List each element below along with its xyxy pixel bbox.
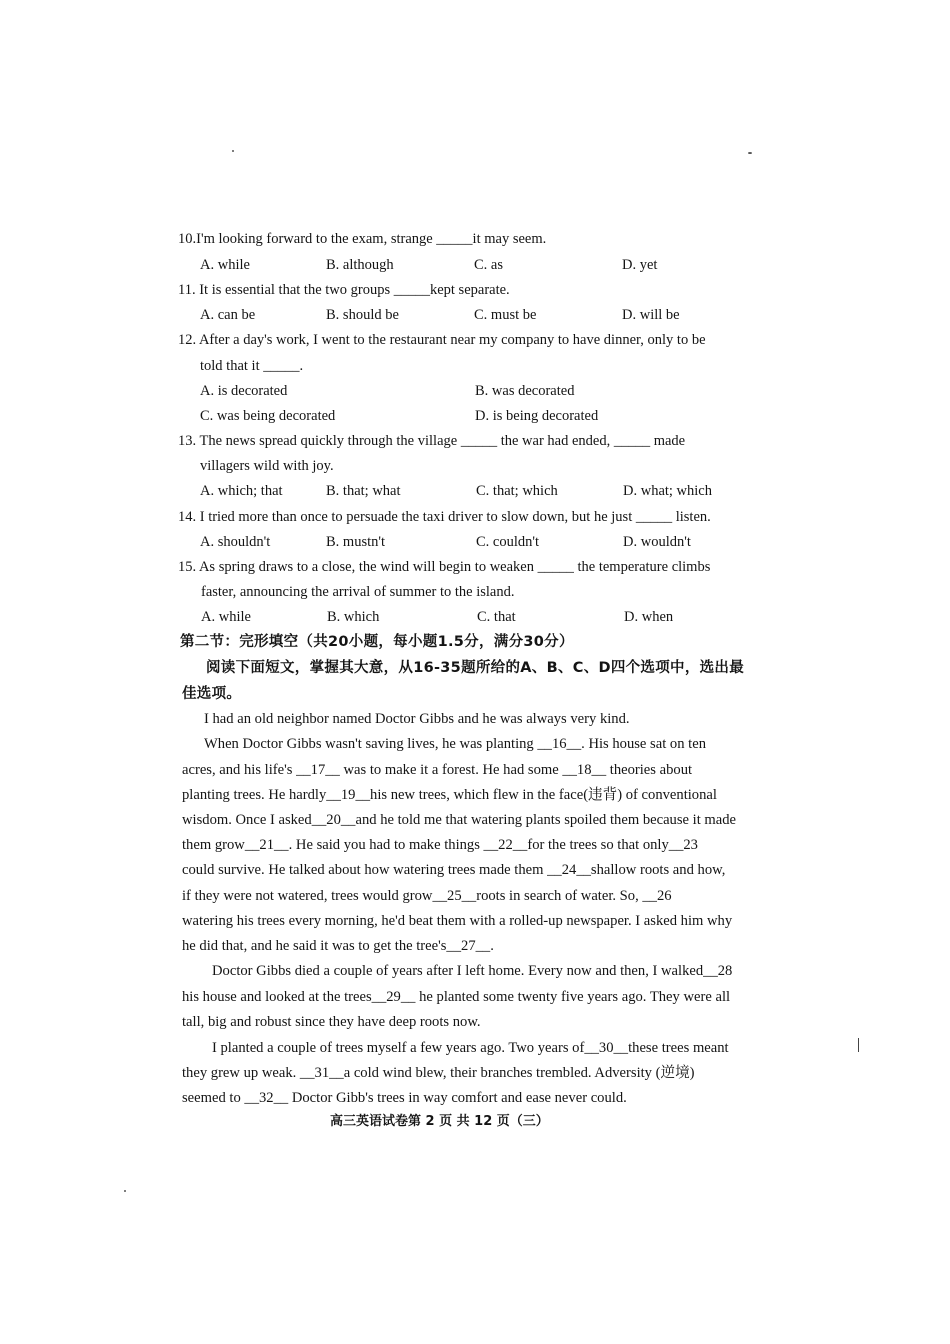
option-d: D. is being decorated [475, 408, 599, 424]
option-a: A. is decorated [200, 383, 288, 399]
option-a: A. while [200, 257, 250, 273]
passage-line: his house and looked at the trees__29__ he planted some twenty five years ago. They were all [182, 989, 731, 1005]
passage-line: planting trees. He hardly__19__his new trees, which flew in the face(违背) of conventional [182, 787, 717, 803]
question-15-stem-cont: faster, announcing the arrival of summer to the island. [201, 584, 515, 600]
option-a: A. shouldn't [200, 534, 271, 550]
passage-line: When Doctor Gibbs wasn't saving lives, he was planting __16__. His house sat on ten [204, 736, 706, 752]
passage-line: I had an old neighbor named Doctor Gibbs and he was always very kind. [204, 711, 630, 727]
option-a: A. can be [200, 307, 256, 323]
option-b: B. mustn't [326, 534, 386, 550]
option-c: C. that [477, 609, 516, 625]
option-d: D. what; which [623, 483, 712, 499]
scan-speck [232, 150, 234, 152]
passage-line: wisdom. Once I asked__20__and he told me that watering plants spoiled them because it made [182, 812, 737, 828]
option-a: A. which; that [200, 483, 283, 499]
option-c: C. was being decorated [200, 408, 336, 424]
scan-mark [858, 1038, 859, 1052]
scan-speck [124, 1190, 126, 1192]
passage-line: he did that, and he said it was to get the tree's__27__. [182, 938, 494, 954]
passage-line: watering his trees every morning, he'd beat them with a rolled-up newspaper. I asked him why [182, 913, 733, 929]
option-c: C. couldn't [476, 534, 540, 550]
option-b: B. that; what [326, 483, 401, 499]
option-c: C. as [474, 257, 503, 273]
option-d: D. when [624, 609, 674, 625]
passage-line: Doctor Gibbs died a couple of years after I left home. Every now and then, I walked__28 [212, 963, 733, 979]
passage-line: could survive. He talked about how watering trees made them __24__shallow roots and how, [182, 862, 726, 878]
scan-speck [748, 152, 752, 154]
passage-line: they grew up weak. __31__a cold wind blew, their branches trembled. Adversity (逆境) [182, 1065, 695, 1081]
passage-line: seemed to __32__ Doctor Gibb's trees in way comfort and ease never could. [182, 1090, 627, 1106]
question-15-stem: 15. As spring draws to a close, the wind will begin to weaken _____ the temperature climbs [178, 559, 711, 575]
question-12-stem: 12. After a day's work, I went to the restaurant near my company to have dinner, only to be [178, 332, 706, 348]
option-c: C. that; which [476, 483, 558, 499]
section-instruction: 阅读下面短文，掌握其大意，从16-35题所给的A、B、C、D四个选项中，选出最 [206, 660, 745, 676]
option-b: B. should be [326, 307, 399, 323]
option-b: B. although [326, 257, 394, 273]
passage-line: tall, big and robust since they have deep roots now. [182, 1014, 481, 1030]
question-13-stem-cont: villagers wild with joy. [200, 458, 334, 474]
section-instruction-cont: 佳选项。 [182, 686, 242, 702]
section-heading: 第二节：完形填空（共20小题，每小题1.5分，满分30分） [180, 634, 574, 650]
option-d: D. will be [622, 307, 680, 323]
passage-line: them grow__21__. He said you had to make things __22__for the trees so that only__23 [182, 837, 698, 853]
passage-line: if they were not watered, trees would grow__25__roots in search of water. So, __26 [182, 888, 672, 904]
passage-line: I planted a couple of trees myself a few years ago. Two years of__30__these trees meant [212, 1040, 729, 1056]
option-d: D. yet [622, 257, 658, 273]
question-14-stem: 14. I tried more than once to persuade the taxi driver to slow down, but he just _____ listen. [178, 509, 711, 525]
question-12-stem-cont: told that it _____. [200, 358, 304, 374]
option-c: C. must be [474, 307, 537, 323]
option-a: A. while [201, 609, 251, 625]
page-footer: 高三英语试卷第 2 页 共 12 页（三） [330, 1114, 549, 1129]
passage-line: acres, and his life's __17__ was to make it a forest. He had some __18__ theories about [182, 762, 693, 778]
question-11-stem: 11. It is essential that the two groups _____kept separate. [178, 282, 510, 298]
option-b: B. which [327, 609, 380, 625]
question-13-stem: 13. The news spread quickly through the village _____ the war had ended, _____ made [178, 433, 686, 449]
option-d: D. wouldn't [623, 534, 691, 550]
option-b: B. was decorated [475, 383, 575, 399]
question-10-stem: 10.I'm looking forward to the exam, strange _____it may seem. [178, 231, 547, 247]
